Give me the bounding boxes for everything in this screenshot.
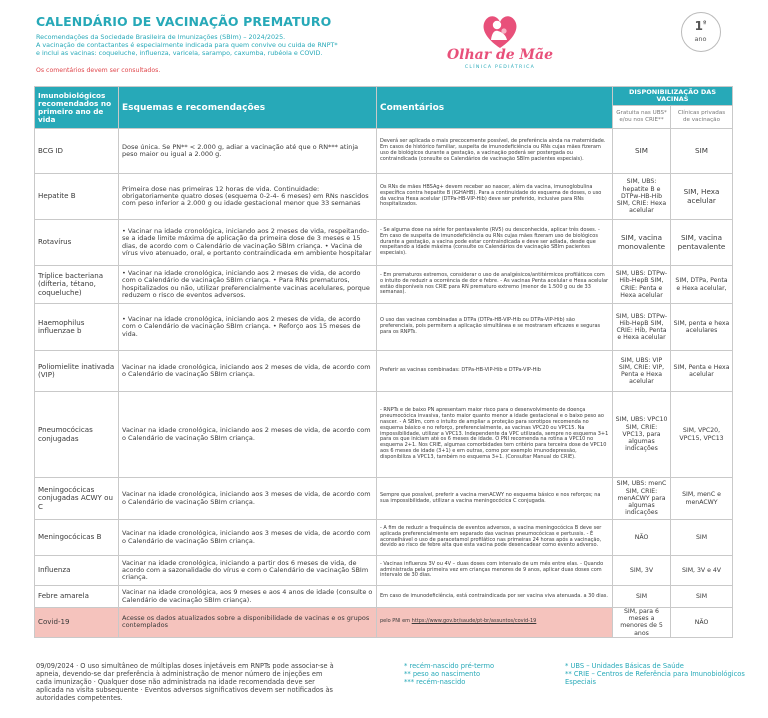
table-row-covid	[35, 608, 733, 638]
vaccine-comment: Os RNs de mães HBSAg+ devem receber ao nascer, além da vacina, imunoglobulina específica contra hepatite B (IGHAHB). Para a continuidade do esquema de doses, o uso da vacina Hexa acelular (DTPa-HB-VIP-Hib) deve ser preferido, inclusive para RNs hospitalizados.	[377, 174, 613, 220]
vaccine-name: Tríplice bacteriana (difteria, tétano, coqueluche)	[35, 266, 119, 304]
availability-private: SIM, Hexa acelular	[671, 174, 733, 220]
availability-free: SIM	[613, 586, 671, 608]
vaccine-name: Meningocócicas B	[35, 520, 119, 556]
clinic-name: Olhar de Mãe	[446, 47, 554, 63]
vaccine-comment: - RNPTs e de baixo PN apresentam maior risco para o desenvolvimento de doença pneumocócica invasiva, tanto maior quanto menor a idade gestacional e o baixo peso ao nascer. - A SBIm, com o intuito de ampliar a proteção para sorotipos recomenda no esquema básico e no reforço, preferencialmente, as vacinas VPC20 ou VPC15. Na impossibilidade, utilizar a VPC13. Independente da VPC utilizada, sempre no esquema 3+1 para os que iniciam até os 6 meses de idade. O PNI recomenda na rotina a VPC10 no esquema 2+1. Nos CRIE, algumas comorbidades tem critério para terceira dose de VPC10 aos 6 meses de idade (3+1) e em outras, como por exemplo imunodepressão, disponibiliza a VPC13, também no esquema 3+1. (Consultar Manual do CRIE).	[377, 392, 613, 478]
availability-private: NÃO	[671, 608, 733, 638]
vaccine-comment: O uso das vacinas combinadas a DTPa (DTPa-HB-VIP-Hib ou DTPa-VIP-Hib) são preferenciais, pois permitem a aplicação simultânea e se mostraram eficazes e seguras para os RNPTs.	[377, 304, 613, 351]
subtitle-line-3: e inclui as vacinas: coqueluche, influenza, varicela, sarampo, caxumba, rubéola e COVID.	[36, 49, 323, 58]
vaccine-scheme: Vacinar na idade cronológica, iniciando aos 3 meses de vida, de acordo com o Calendário de vacinação SBIm criança.	[119, 520, 377, 556]
vaccine-comment: - Em prematuros extremos, considerar o uso de analgésicos/antitérmicos profiláticos com o intuito de reduzir a ocorrência de dor e febre. - As vacinas Penta acelular e Hexa acelular estão disponíveis nos CRIE para RN prematuro extremo (menor de 1.500 g ou de 33 semanas).	[377, 266, 613, 304]
table-row	[35, 478, 733, 520]
availability-free: SIM, para 6 meses a menores de 5 anos	[613, 608, 671, 638]
age-badge-number: $1^º$	[694, 19, 707, 33]
availability-free: SIM, UBS: hepatite B e DTPw-HB-Hib SIM, CRIE: Hexa acelular	[613, 174, 671, 220]
availability-private: SIM, DTPa, Penta e Hexa acelular,	[671, 266, 733, 304]
vaccine-comment: - A fim de reduzir a frequência de eventos adversos, a vacina meningocócica B deve ser aplicada preferencialmente em separado das vacinas pneumocócicas e pertussis. - É aconselhável o uso de paracetamol profilático nas primeiras 24 horas após a vacinação, devido ao risco de febre alta que esta vacina pode desencadear como evento adverso.	[377, 520, 613, 556]
covid-link[interactable]: https://www.gov.br/saude/pt-br/assuntos/covid-19	[411, 618, 537, 625]
table-row	[35, 351, 733, 392]
availability-private: SIM, menC e menACWY	[671, 478, 733, 520]
footer-definitions	[565, 662, 745, 686]
vaccine-scheme: Vacinar na idade cronológica, iniciando aos 3 meses de vida, de acordo com o Calendário de vacinação SBIm criança.	[119, 478, 377, 520]
mother-baby-heart-icon	[445, 10, 555, 50]
vaccine-scheme: Vacinar na idade cronológica, iniciando aos 2 meses de vida, de acordo com o Calendário de vacinação SBIm criança.	[119, 351, 377, 392]
age-badge-label: ano	[694, 35, 707, 43]
vaccine-name: BCG ID	[35, 129, 119, 174]
table-row	[35, 220, 733, 266]
vaccine-comment: Sempre que possível, preferir a vacina menACWY no esquema básico e nos reforços; na sua impossibilidade, utilizar a vacina meningocócica C conjugada.	[377, 478, 613, 520]
availability-free: SIM	[613, 129, 671, 174]
vaccine-comment: - Vacinas influenza 3V ou 4V – duas doses com intervalo de um mês entre elas. - Quando administrada pela primeira vez em crianças menores de 9 anos, aplicar duas doses com intervalo de 30 dias.	[377, 556, 613, 586]
vaccine-comment: Em caso de imunodeficiência, está contraindicada por ser vacina viva atenuada. a 30 dias.	[377, 586, 613, 608]
definition-item: * UBS – Unidades Básicas de Saúde	[565, 662, 684, 670]
availability-free: SIM, UBS: DTPw-Hib-HepB SIM, CRIE: Penta e Hexa acelular	[613, 266, 671, 304]
definition-item: ** CRIE – Centros de Referência para Imunobiológicos Especiais	[565, 670, 745, 686]
vaccination-table	[34, 86, 733, 638]
table-row	[35, 304, 733, 351]
vaccine-name: Hepatite B	[35, 174, 119, 220]
vaccine-scheme: • Vacinar na idade cronológica, iniciando aos 2 meses de vida, de acordo com o Calendário de vacinação SBIm criança. • Reforço aos 15 meses de vida.	[119, 304, 377, 351]
vaccine-scheme: Acesse os dados atualizados sobre a disponibilidade de vacinas e os grupos contemplados	[119, 608, 377, 638]
vaccine-name: Influenza	[35, 556, 119, 586]
table-row	[35, 174, 733, 220]
availability-private: SIM	[671, 129, 733, 174]
subtitle	[36, 33, 396, 58]
subtitle-line-2: A vacinação de contactantes é especialmente indicada para quem convive ou cuida de RNPT*	[36, 41, 338, 50]
table-row	[35, 129, 733, 174]
footer-abbreviations	[404, 662, 544, 686]
availability-free: SIM, UBS: VPC10 SIM, CRIE: VPC13, para algumas indicações	[613, 392, 671, 478]
header-availability: DISPONIBILIZAÇÃO DAS VACINAS	[613, 87, 733, 106]
vaccine-name: Rotavírus	[35, 220, 119, 266]
page-title: CALENDÁRIO DE VACINAÇÃO PREMATURO	[36, 14, 332, 29]
availability-free: NÃO	[613, 520, 671, 556]
table-row	[35, 586, 733, 608]
vaccine-name: Covid-19	[35, 608, 119, 638]
header-comments: Comentários	[377, 87, 613, 129]
footnote-item: * recém-nascido pré-termo	[404, 662, 495, 670]
clinic-subtitle: CLÍNICA PEDIÁTRICA	[464, 65, 536, 70]
table-row	[35, 556, 733, 586]
header-schemes: Esquemas e recomendações	[119, 87, 377, 129]
header-free: Gratuita nas UBS* e/ou nos CRIE**	[613, 106, 671, 129]
vaccine-scheme: Vacinar na idade cronológica, iniciando a partir dos 6 meses de vida, de acordo com a sazonalidade do vírus e com o Calendário de vacinação SBIm criança.	[119, 556, 377, 586]
age-badge	[681, 12, 721, 52]
vaccine-name: Meningocócicas conjugadas ACWY ou C	[35, 478, 119, 520]
availability-free: SIM, vacina monovalente	[613, 220, 671, 266]
availability-private: SIM, 3V e 4V	[671, 556, 733, 586]
vaccine-scheme: Vacinar na idade cronológica, iniciando aos 2 meses de vida, de acordo com o Calendário de vacinação SBIm criança.	[119, 392, 377, 478]
table-row	[35, 266, 733, 304]
vaccine-comment	[377, 608, 613, 638]
footnote-item: *** recém-nascido	[404, 678, 466, 686]
comments-note: Os comentários devem ser consultados.	[36, 67, 161, 74]
vaccine-scheme: • Vacinar na idade cronológica, iniciando aos 2 meses de vida, de acordo com o Calendário de vacinação SBIm criança. • Para RNs prematuros, hospitalizados ou não, utilizar preferencialmente vacinas acelulares, porque reduzem o risco de eventos adversos.	[119, 266, 377, 304]
covid-comment-prefix: pelo PNI em	[380, 618, 412, 625]
availability-free: SIM, UBS: menC SIM, CRIE: menACWY para algumas indicações	[613, 478, 671, 520]
availability-free: SIM, UBS: VIP SIM, CRIE: VIP, Penta e Hexa acelular	[613, 351, 671, 392]
vaccine-name: Febre amarela	[35, 586, 119, 608]
footnote-item: ** peso ao nascimento	[404, 670, 481, 678]
vaccine-name: Pneumocócicas conjugadas	[35, 392, 119, 478]
vaccine-name: Poliomielite inativada (VIP)	[35, 351, 119, 392]
vaccine-scheme: • Vacinar na idade cronológica, iniciando aos 2 meses de vida, respeitando-se a idade limite máxima de aplicação da primeira dose de 3 meses e 15 dias, de acordo com o Calendário de vacinação SBIm criança. • Vacina de vírus vivo atenuado, oral, e portanto contraindicada em ambiente hospitalar	[119, 220, 377, 266]
vaccine-scheme: Vacinar na idade cronológica, aos 9 meses e aos 4 anos de idade (consulte o Calendário de vacinação SBIm criança).	[119, 586, 377, 608]
vaccine-comment: Deverá ser aplicada o mais precocemente possível, de preferência ainda na maternidade. Em casos de histórico familiar, suspeita de imunodeficiência ou RNs cujas mães fizeram uso de biológicos durante a gestação, a vacinação poderá ser postergada ou contraindicada (consulte os Calendários de vacinação SBIm pacientes especiais).	[377, 129, 613, 174]
availability-free: SIM, 3V	[613, 556, 671, 586]
availability-private: SIM, penta e hexa acelulares	[671, 304, 733, 351]
vaccine-scheme: Primeira dose nas primeiras 12 horas de vida. Continuidade: obrigatoriamente quatro doses (esquema 0-2-4- 6 meses) em RNs nascidos com peso inferior a 2.000 g ou idade gestacional menor que 33 semanas	[119, 174, 377, 220]
availability-private: SIM, vacina pentavalente	[671, 220, 733, 266]
footer-notes: 09/09/2024 · O uso simultâneo de múltiplas doses injetáveis em RNPTs pode associar-se à apneia, devendo-se dar preferência à administração de menor número de injeções em cada imunização · Qualquer dose não administrada na idade recomendada deve ser aplicada na visita subsequente · Eventos adversos significativos devem ser notificados às autoridades competentes.	[36, 662, 334, 702]
availability-private: SIM	[671, 586, 733, 608]
availability-private: SIM	[671, 520, 733, 556]
vaccine-name: Haemophilus influenzae b	[35, 304, 119, 351]
vaccine-comment: - Se alguma dose na série for pentavalente (RV5) ou desconhecida, aplicar três doses. - Em caso de suspeita de imunodeficiência ou RNs cujas mães fizeram uso de biológicos durante a gestação, a vacina pode estar contraindicada e deve ser adiada, desde que respeitando a idade máxima (consulte os Calendários de vacinação SBIm pacientes especiais).	[377, 220, 613, 266]
availability-free: SIM, UBS: DTPw-Hib-HepB SIM, CRIE: Hib, Penta e Hexa acelular	[613, 304, 671, 351]
vaccine-scheme: Dose única. Se PN** < 2.000 g, adiar a vacinação até que o RN*** atinja peso maior ou igual a 2.000 g.	[119, 129, 377, 174]
table-row	[35, 392, 733, 478]
table-row	[35, 520, 733, 556]
availability-private: SIM, VPC20, VPC15, VPC13	[671, 392, 733, 478]
header-private: Clínicas privadas de vacinação	[671, 106, 733, 129]
subtitle-line-1: Recomendações da Sociedade Brasileira de Imunizações (SBIm) – 2024/2025.	[36, 33, 286, 41]
vaccine-comment: Preferir as vacinas combinadas: DTPa-HB-VIP-Hib e DTPa-VIP-Hib	[377, 351, 613, 392]
clinic-logo	[445, 10, 555, 72]
header-immunobiologics: Imunobiológicos recomendados no primeiro ano de vida	[35, 87, 119, 129]
availability-private: SIM, Penta e Hexa acelular	[671, 351, 733, 392]
